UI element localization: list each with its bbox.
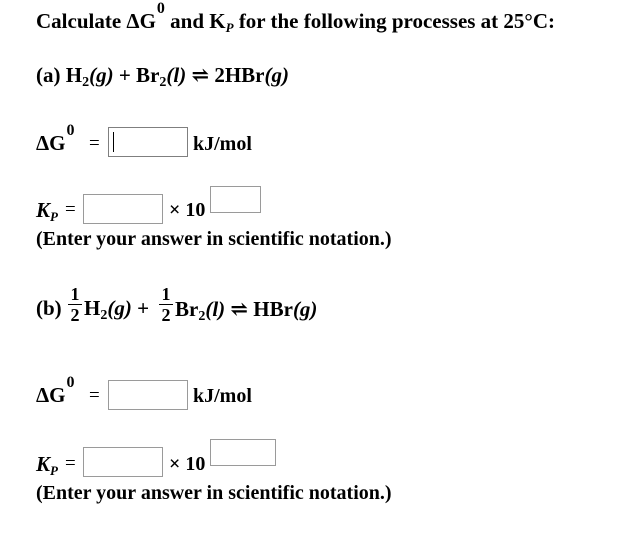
part-a-kp-equals: = xyxy=(65,199,76,220)
part-b-delta-g-unit: kJ/mol xyxy=(193,385,252,407)
part-b-frac1-numerator: 1 xyxy=(70,284,80,304)
part-a-delta-g-superscript: 0 xyxy=(66,122,75,139)
part-a-kp-symbol xyxy=(36,198,58,225)
part-a-delta-g-input[interactable] xyxy=(108,127,188,157)
eq-a-product: 2HBr xyxy=(214,63,265,87)
eq-b-plus: + xyxy=(131,296,150,320)
part-a-times-ten: × 10 xyxy=(169,199,206,221)
part-b-label: (b) xyxy=(36,296,62,320)
eq-a-h2-subscript: 2 xyxy=(82,75,90,90)
eq-b-equilibrium-arrow: ⇌ xyxy=(225,297,254,321)
part-a-delta-g-equals: = xyxy=(89,133,100,154)
part-b-frac2-denominator: 2 xyxy=(161,305,171,325)
part-b-frac2-numerator: 1 xyxy=(161,284,171,304)
title-prefix: Calculate ΔG xyxy=(36,9,156,33)
eq-b-h2-subscript: 2 xyxy=(100,308,108,323)
part-a-kp-subscript: P xyxy=(50,209,58,224)
part-b-fraction-one-half-h2 xyxy=(68,285,82,324)
part-b-h2-term xyxy=(84,296,149,324)
title-suffix: for the following processes at 25°C: xyxy=(233,9,555,33)
title-kp-subscript: P xyxy=(225,20,234,35)
part-a-label: (a) xyxy=(36,63,66,87)
part-b-kp-symbol xyxy=(36,452,58,479)
eq-a-br2-subscript: 2 xyxy=(159,75,167,90)
eq-b-h2-state: (g) xyxy=(107,296,132,320)
part-a-kp-exponent-input[interactable] xyxy=(210,186,261,213)
part-a-kp-mantissa-input[interactable] xyxy=(83,194,163,224)
part-b-kp-mantissa-input[interactable] xyxy=(83,447,163,477)
eq-a-equilibrium-arrow: ⇌ xyxy=(186,63,215,87)
title-delta-g-superscript: 0 xyxy=(156,0,165,17)
part-b-delta-g-text: ΔG xyxy=(36,383,66,407)
eq-b-product: HBr xyxy=(253,297,293,321)
eq-a-br2-state: (l) xyxy=(166,63,187,87)
part-a-kp-text: K xyxy=(36,198,51,222)
eq-a-product-state: (g) xyxy=(264,63,289,87)
eq-a-h2-state: (g) xyxy=(89,63,114,87)
part-b-delta-g-superscript: 0 xyxy=(66,374,75,391)
eq-b-br2-state: (l) xyxy=(205,297,226,321)
eq-b-br2: Br xyxy=(175,297,199,321)
eq-a-h2: H xyxy=(65,63,83,87)
part-a-delta-g-unit: kJ/mol xyxy=(193,133,252,155)
part-b-delta-g-equals: = xyxy=(89,385,100,406)
part-b-frac1-denominator: 2 xyxy=(70,305,80,325)
part-b-delta-g-input[interactable] xyxy=(108,380,188,410)
part-a-delta-g-text: ΔG xyxy=(36,131,66,155)
part-b-delta-g-symbol xyxy=(36,374,75,408)
part-b-br2-term xyxy=(175,296,317,325)
title-middle: and K xyxy=(164,9,226,33)
part-b-kp-text: K xyxy=(36,452,51,476)
eq-b-h2: H xyxy=(84,296,101,320)
part-a-equation xyxy=(36,63,289,95)
part-b-kp-exponent-input[interactable] xyxy=(210,439,276,466)
part-b-fraction-one-half-br2 xyxy=(159,285,173,324)
part-a-instruction-note: (Enter your answer in scientific notation.) xyxy=(36,228,392,250)
part-a-delta-g-symbol xyxy=(36,122,75,156)
eq-a-plus-br: + Br xyxy=(113,63,160,87)
part-b-times-ten: × 10 xyxy=(169,453,206,475)
text-cursor xyxy=(113,132,114,152)
question-title xyxy=(36,0,555,40)
part-b-instruction-note: (Enter your answer in scientific notation.) xyxy=(36,482,392,504)
eq-b-product-state: (g) xyxy=(292,297,318,321)
part-b-kp-equals: = xyxy=(65,453,76,474)
part-b-kp-subscript: P xyxy=(50,463,58,478)
eq-b-br2-subscript: 2 xyxy=(198,309,206,324)
